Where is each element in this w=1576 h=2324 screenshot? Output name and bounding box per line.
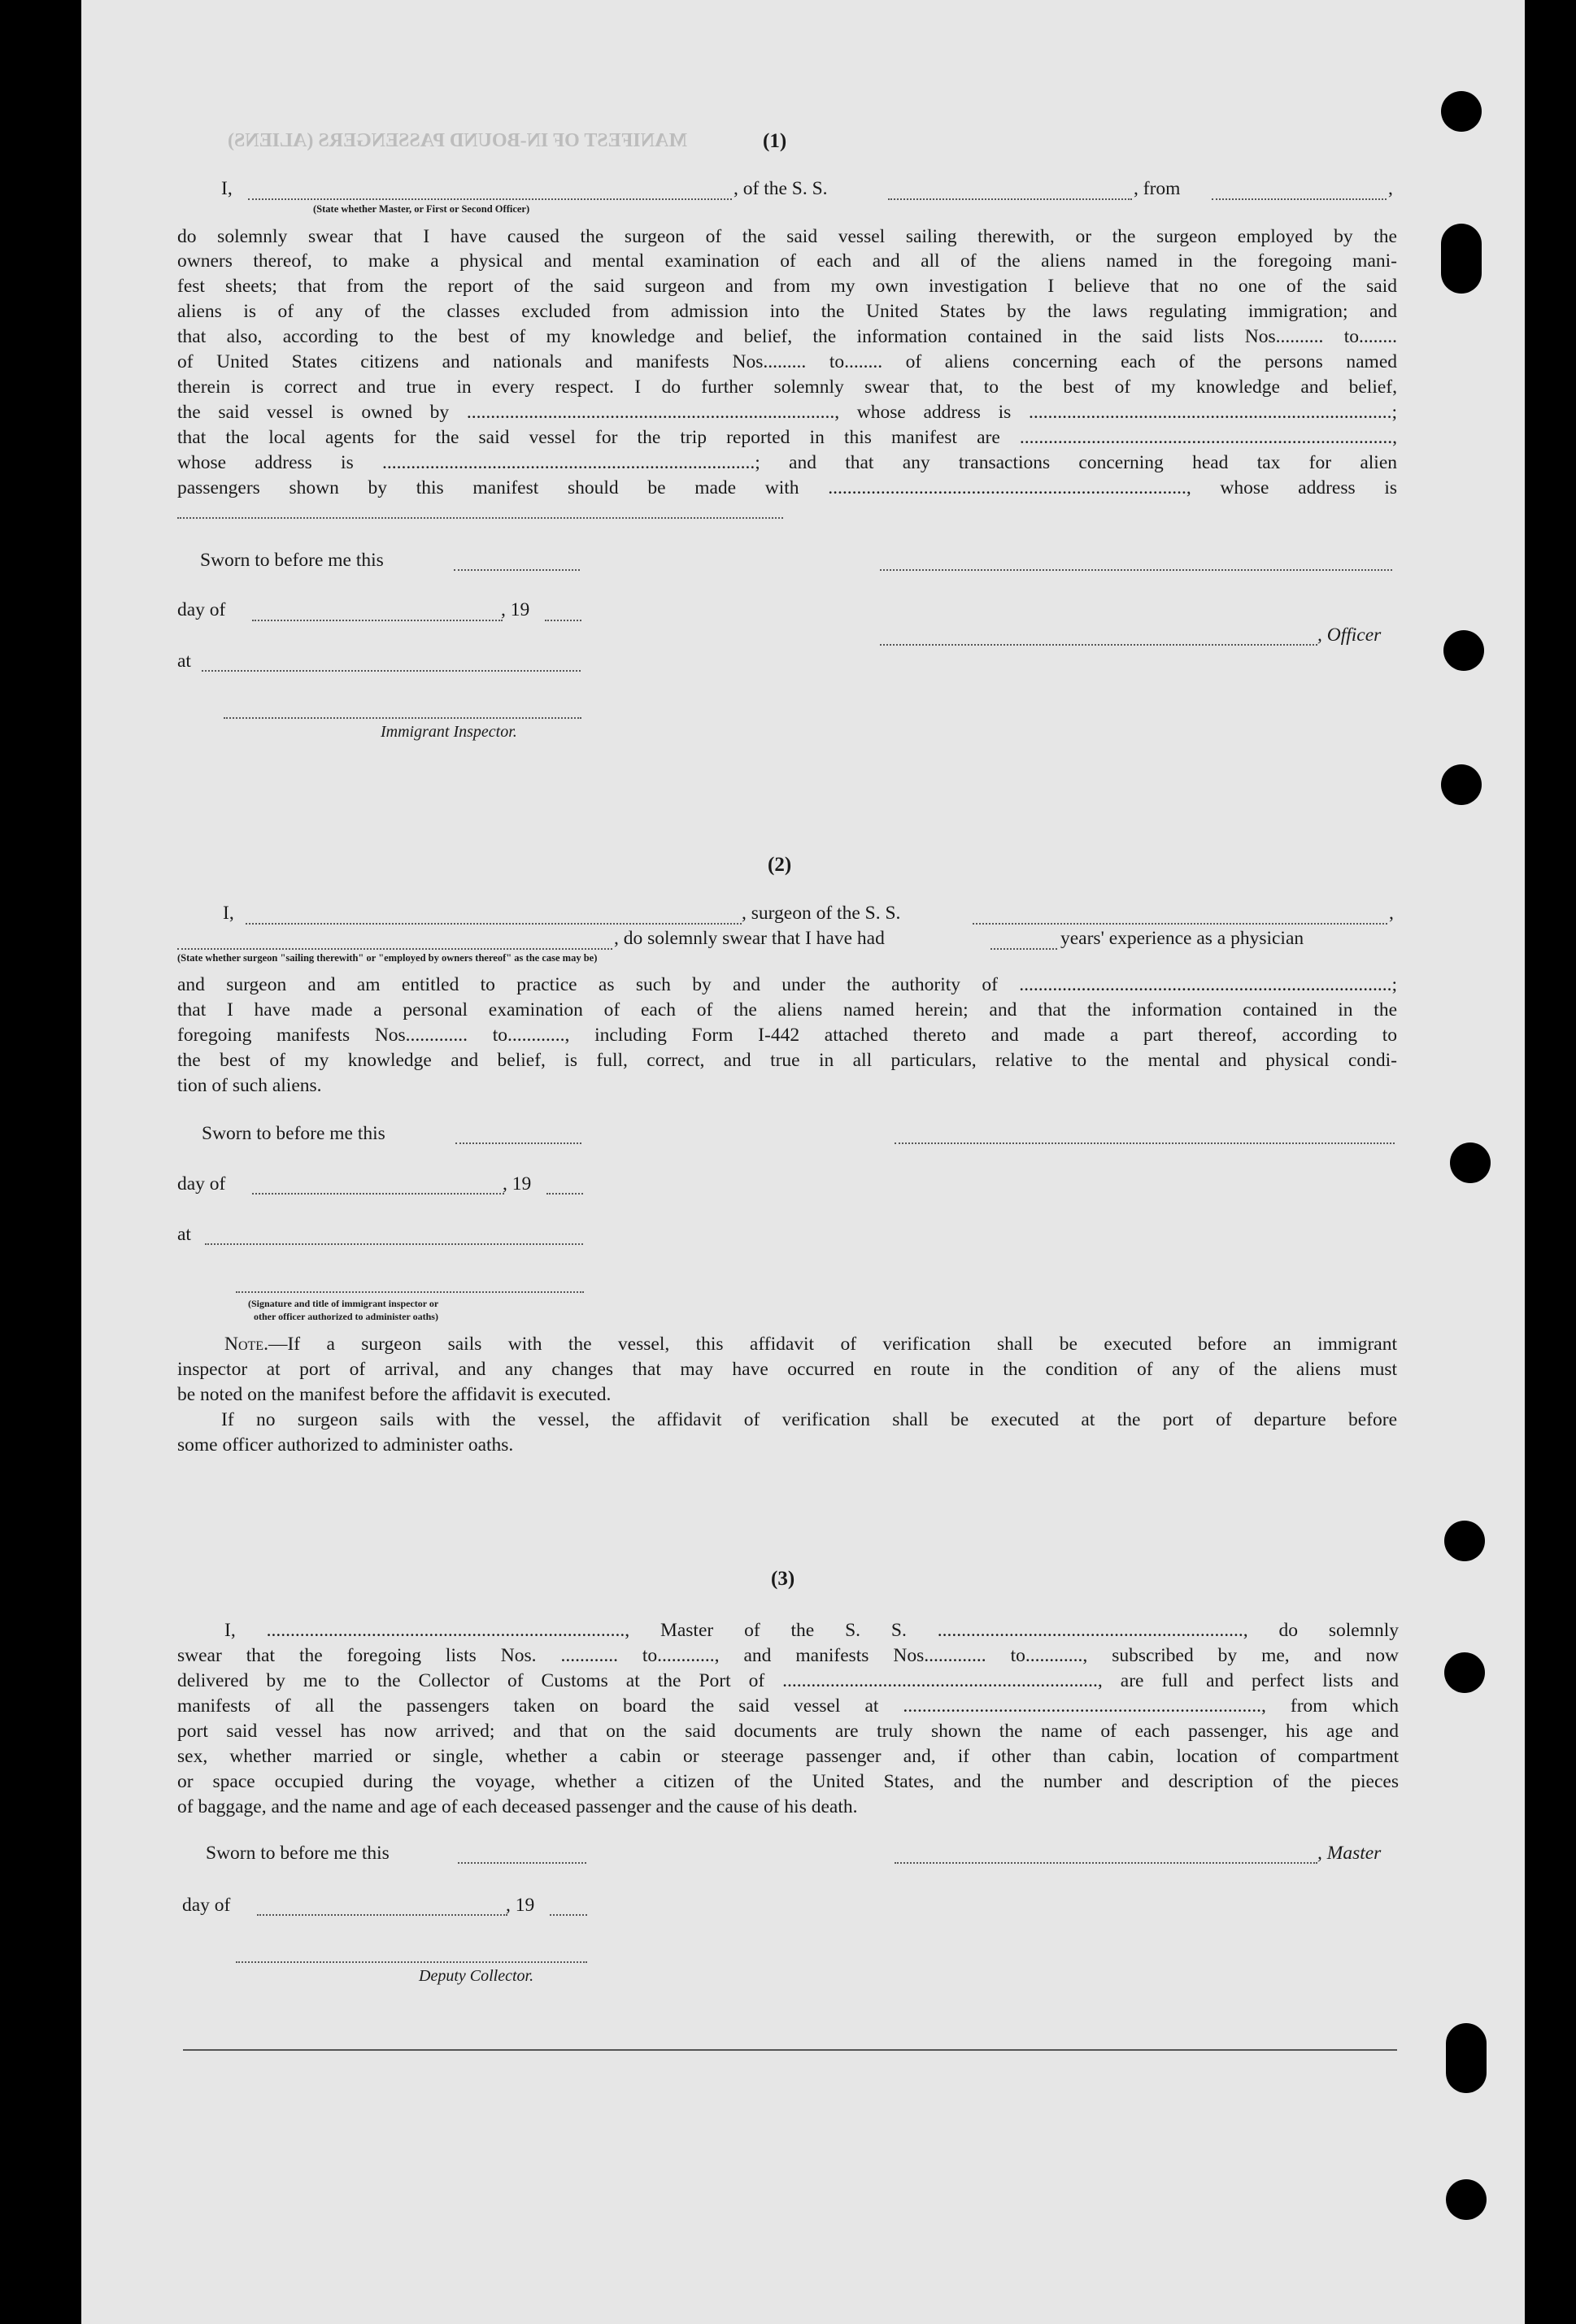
signature-note: other officer authorized to administer oaths) bbox=[254, 1311, 438, 1322]
signature-line bbox=[224, 717, 581, 719]
punch-hole bbox=[1441, 224, 1482, 294]
inspector-label: Immigrant Inspector. bbox=[381, 723, 517, 741]
punch-hole bbox=[1441, 91, 1482, 132]
oath-opening: I, bbox=[223, 903, 234, 924]
punch-hole bbox=[1450, 1142, 1491, 1183]
sworn-label: Sworn to before me this bbox=[202, 1123, 385, 1144]
blank-line bbox=[973, 923, 1387, 925]
oath-text: years' experience as a physician bbox=[1060, 928, 1304, 949]
punch-hole bbox=[1444, 1521, 1485, 1561]
oath-opening: I, bbox=[221, 178, 233, 199]
bleed-through-text: MANIFEST OF IN-BOUND PASSENGERS (ALIENS) bbox=[228, 130, 687, 151]
blank-line bbox=[455, 1142, 581, 1144]
oath-text-line: and surgeon and am entitled to practice as such by and under the authority of ..............................................................................; bbox=[177, 974, 1397, 995]
blank-line bbox=[454, 569, 580, 571]
year-label: , 19 bbox=[501, 599, 530, 620]
oath-text-line: that also, according to the best of my knowledge and belief, the information contained in the said lists Nos.......... to........ bbox=[177, 326, 1397, 347]
section-number: (1) bbox=[763, 130, 787, 152]
officer-label: , Officer bbox=[1317, 625, 1382, 646]
oath-text-line: swear that the foregoing lists Nos. ............ to............, and manifests Nos............. to............, subscribed by me, and now bbox=[177, 1645, 1399, 1666]
at-label: at bbox=[177, 1224, 191, 1245]
oath-text-line: therein is correct and true in every respect. I do further solemnly swear that, to the best of my knowledge and belief, bbox=[177, 376, 1397, 398]
oath-text-line: owners thereof, to make a physical and mental examination of each and all of the aliens named in the foregoing mani- bbox=[177, 250, 1397, 272]
punch-hole bbox=[1444, 1652, 1485, 1693]
note-line: If no surgeon sails with the vessel, the affidavit of verification shall be executed at the port of departure before bbox=[221, 1409, 1397, 1430]
blank-line bbox=[1212, 198, 1387, 200]
blank-line bbox=[202, 670, 581, 672]
surgeon-vessel-label: , surgeon of the S. S. bbox=[742, 903, 901, 924]
oath-text-line: aliens is of any of the classes excluded from admission into the United States by the laws regulating immigration; and bbox=[177, 301, 1397, 322]
note-line: be noted on the manifest before the affidavit is executed. bbox=[177, 1384, 612, 1405]
master-label: , Master bbox=[1317, 1843, 1382, 1864]
oath-text-line: of baggage, and the name and age of each deceased passenger and the cause of his death. bbox=[177, 1796, 858, 1817]
note-line: inspector at port of arrival, and any changes that may have occurred en route in the condition of any of the aliens must bbox=[177, 1359, 1397, 1380]
oath-text-line: manifests of all the passengers taken on board the said vessel at ..........................................................................., from which bbox=[177, 1695, 1399, 1717]
oath-text: , do solemnly swear that I have had bbox=[614, 928, 885, 949]
comma: , bbox=[1389, 903, 1394, 924]
note-line: some officer authorized to administer oaths. bbox=[177, 1434, 514, 1456]
oath-text-line: the best of my knowledge and belief, is full, correct, and true in all particulars, relative to the mental and physical condi- bbox=[177, 1050, 1397, 1071]
punch-hole bbox=[1446, 2179, 1487, 2220]
note-label: Note. bbox=[224, 1334, 268, 1355]
punch-hole bbox=[1441, 764, 1482, 805]
blank-line bbox=[888, 198, 1132, 200]
punch-hole bbox=[1446, 2023, 1487, 2093]
blank-line bbox=[545, 620, 581, 621]
signature-line bbox=[236, 1291, 584, 1293]
blank-line bbox=[177, 948, 612, 950]
sworn-label: Sworn to before me this bbox=[200, 550, 384, 571]
blank-line bbox=[252, 620, 503, 621]
day-label: day of bbox=[182, 1895, 231, 1916]
day-label: day of bbox=[177, 1173, 226, 1195]
blank-line bbox=[177, 517, 783, 519]
blank-line bbox=[248, 198, 732, 200]
blank-line bbox=[546, 1193, 583, 1195]
oath-text-line: of United States citizens and nationals and manifests Nos......... to........ of aliens concerning each of the persons named bbox=[177, 351, 1397, 372]
comma: , bbox=[1388, 178, 1393, 199]
blank-line bbox=[257, 1914, 507, 1916]
blank-line bbox=[246, 923, 742, 925]
oath-text-line: I, ..........................................................................., Master of the S. S. ................................................................, do solemnly bbox=[224, 1620, 1399, 1641]
blank-line bbox=[550, 1914, 587, 1916]
punch-hole bbox=[1443, 630, 1484, 671]
deputy-label: Deputy Collector. bbox=[419, 1967, 534, 1985]
blank-line bbox=[990, 948, 1057, 950]
oath-text-line: do solemnly swear that I have caused the surgeon of the said vessel sailing therewith, or the surgeon employed by the bbox=[177, 226, 1397, 247]
oath-text-line: that I have made a personal examination of each of the aliens named herein; and that the information contained in the bbox=[177, 999, 1397, 1021]
signature-line bbox=[880, 644, 1317, 646]
divider-line bbox=[183, 2049, 1397, 2051]
vessel-label: , of the S. S. bbox=[734, 178, 828, 199]
oath-text-line: fest sheets; that from the report of the said surgeon and from my own investigation I believe that no one of the said bbox=[177, 276, 1397, 297]
blank-line bbox=[252, 1193, 504, 1195]
section-number: (3) bbox=[771, 1568, 795, 1590]
blank-line bbox=[458, 1862, 586, 1864]
surgeon-note: (State whether surgeon "sailing therewith" or "employed by owners thereof" as the case may be) bbox=[177, 952, 598, 964]
signature-line bbox=[880, 569, 1392, 571]
signature-line bbox=[895, 1142, 1395, 1144]
at-label: at bbox=[177, 651, 191, 672]
signature-line bbox=[236, 1961, 587, 1963]
year-label: , 19 bbox=[503, 1173, 532, 1195]
oath-text-line: or space occupied during the voyage, whether a citizen of the United States, and the number and description of the pieces bbox=[177, 1771, 1399, 1792]
signature-note: (Signature and title of immigrant inspector or bbox=[248, 1298, 439, 1309]
year-label: , 19 bbox=[506, 1895, 535, 1916]
blank-line bbox=[205, 1243, 583, 1245]
signature-line bbox=[895, 1862, 1317, 1864]
oath-text-line: that the local agents for the said vessel for the trip reported in this manifest are .............................................................................., bbox=[177, 427, 1397, 448]
section-number: (2) bbox=[768, 854, 792, 876]
note-text: —If a surgeon sails with the vessel, this affidavit of verification shall be executed before an immigrant bbox=[268, 1334, 1397, 1355]
officer-note: (State whether Master, or First or Second Officer) bbox=[313, 203, 530, 215]
oath-text-line: tion of such aliens. bbox=[177, 1075, 322, 1096]
oath-text-line: whose address is ..............................................................................; and that any transactions concerning head tax for alien bbox=[177, 452, 1397, 473]
oath-text-line: port said vessel has now arrived; and that on the said documents are truly shown the name of each passenger, his age and bbox=[177, 1721, 1399, 1742]
note-line bbox=[224, 1332, 1397, 1356]
oath-text-line: sex, whether married or single, whether a cabin or steerage passenger and, if other than cabin, location of compartment bbox=[177, 1746, 1399, 1767]
oath-text-line: foregoing manifests Nos............. to............, including Form I-442 attached thereto and made a part thereof, according to bbox=[177, 1025, 1397, 1046]
from-label: , from bbox=[1134, 178, 1181, 199]
sworn-label: Sworn to before me this bbox=[206, 1843, 390, 1864]
oath-text-line: the said vessel is owned by ............................................................................., whose address is ............................................................................; bbox=[177, 402, 1397, 423]
oath-text-line: delivered by me to the Collector of Customs at the Port of .................................................................., are full and perfect lists and bbox=[177, 1670, 1399, 1691]
day-label: day of bbox=[177, 599, 226, 620]
oath-text-line: passengers shown by this manifest should be made with ..........................................................................., whose address is bbox=[177, 477, 1397, 498]
